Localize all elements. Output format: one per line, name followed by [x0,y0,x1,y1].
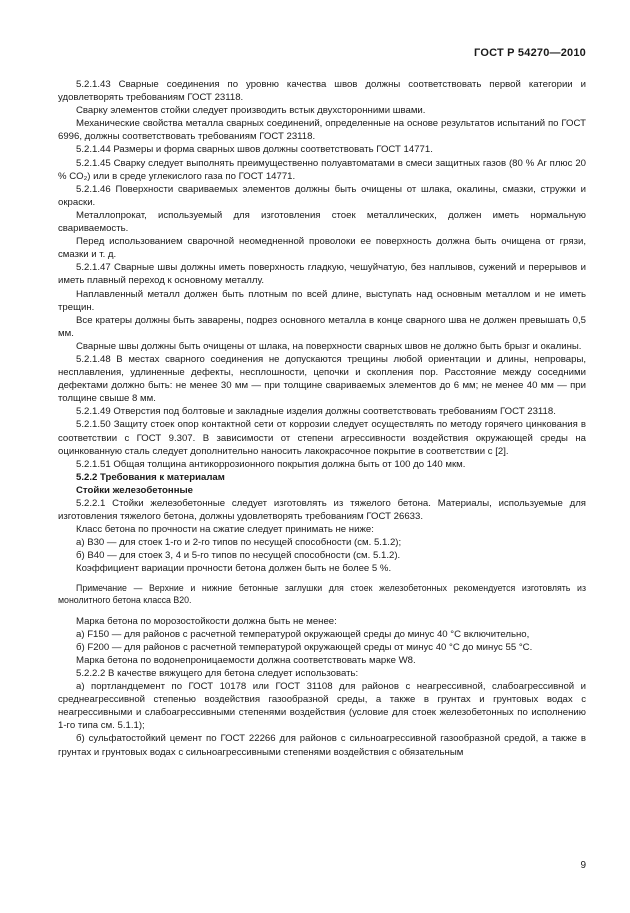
list-item: б) F200 — для районов с расчетной температурой окружающей среды от минус 40 °С до минус 55 °С. [76,641,533,653]
paragraph: 5.2.2.1 Стойки железобетонные следует изготовлять из тяжелого бетона. Материалы, используемые для изготовления тяжелого бетона, должны удовлетворять требованиям ГОСТ 26633. [58,498,586,523]
document-code-header: ГОСТ Р 54270—2010 [474,47,586,59]
note: Примечание — Верхние и нижние бетонные заглушки для стоек железобетонных рекомендуется изготовлять из монолитного бетона класса В20. [58,582,586,605]
paragraph: 5.2.1.51 Общая толщина антикоррозионного покрытия должна быть от 100 до 140 мкм. [76,458,466,470]
paragraph: 5.2.1.45 Сварку следует выполнять преимущественно полуавтоматами в смеси защитных газов (80 % Ar плюс 20 % CO₂) или в среде углекислого газа по ГОСТ 14771. [58,157,586,182]
list-item: б) В40 — для стоек 3, 4 и 5-го типов по несущей способности (см. 5.1.2). [76,550,401,562]
document-body [58,78,586,759]
paragraph: Марка бетона по морозостойкости должна быть не менее: [76,615,337,627]
paragraph: 5.2.1.46 Поверхности свариваемых элементов должны быть очищены от шлака, окалины, смазки, стружки и окраски. [58,183,586,208]
paragraph: Коэффициент вариации прочности бетона должен быть не более 5 %. [76,563,392,575]
paragraph: 5.2.2.2 В качестве вяжущего для бетона следует использовать: [76,667,359,679]
paragraph: Марка бетона по водонепроницаемости должна соответствовать марке W8. [76,654,416,666]
paragraph: 5.2.1.48 В местах сварного соединения не допускаются трещины любой ориентации и длины, непровары, несплавления, удлиненные дефекты, несплошности, цепочки и скопления пор. Расстояние между соседними дефектами должно быть: не менее 30 мм — при толщине свариваемых элементов до 6 мм; не менее 40 мм — при толщине свыше 8 мм. [58,353,586,405]
paragraph: 5.2.1.44 Размеры и форма сварных швов должны соответствовать ГОСТ 14771. [76,144,433,156]
list-item: а) портландцемент по ГОСТ 10178 или ГОСТ 31108 для районов с неагрессивной, слабоагрессивной и среднеагрессивной степенью воздействия газообразной среды, а также в грунтах и грунтовых водах с неагрессивными и слабоагрессивными степенями воздействия (условие для стоек железобетонных по исполнению 1-го типа см. 5.1.1); [58,681,586,732]
paragraph: Механические свойства металла сварных соединений, определенные на основе результатов испытаний по ГОСТ 6996, должны соответствовать требованиям ГОСТ 23118. [58,118,586,143]
paragraph: 5.2.1.47 Сварные швы должны иметь поверхность гладкую, чешуйчатую, без наплывов, сужений и перерывов и иметь плавный переход к основному металлу. [58,262,586,287]
paragraph: 5.2.1.50 Защиту стоек опор контактной сети от коррозии следует осуществлять по методу горячего цинкования в соответствии с ГОСТ 9.307. В зависимости от степени агрессивности воздействия окружающей среды на оцинкованную сталь следует дополнительно наносить лакокрасочное покрытие в соответствии с [2]. [58,419,586,457]
paragraph: 5.2.1.43 Сварные соединения по уровню качества швов должны соответствовать первой категории и удовлетворять требованиям ГОСТ 23118. [58,79,586,104]
section-heading: 5.2.2 Требования к материалам [76,471,225,483]
paragraph: Сварку элементов стойки следует производить встык двухсторонними швами. [76,105,426,117]
page-number: 9 [580,860,586,871]
paragraph: Сварные швы должны быть очищены от шлака, на поверхности сварных швов не должно быть брызг и окалины. [76,340,582,352]
paragraph: Все кратеры должны быть заварены, подрез основного металла в конце сварного шва не должен превышать 0,5 мм. [58,314,586,339]
list-item: а) F150 — для районов с расчетной температурой окружающей среды до минус 40 °С включительно, [76,628,530,640]
paragraph: Металлопрокат, используемый для изготовления стоек металлических, должен иметь нормальную свариваемость. [58,209,586,235]
paragraph: Класс бетона по прочности на сжатие следует принимать не ниже: [76,524,374,536]
paragraph: Наплавленный металл должен быть плотным по всей длине, выступать над основным металлом и не иметь трещин. [58,288,586,313]
list-item: а) В30 — для стоек 1-го и 2-го типов по несущей способности (см. 5.1.2); [76,537,402,549]
paragraph: 5.2.1.49 Отверстия под болтовые и закладные изделия должны соответствовать требованиям ГОСТ 23118. [76,406,556,418]
subsection-heading: Стойки железобетонные [76,484,194,496]
list-item: б) сульфатостойкий цемент по ГОСТ 22266 для районов с сильноагрессивной газообразной средой, а также в грунтах и грунтовых водах с сильноагрессивными степенями воздействия с обязательным [58,733,586,758]
paragraph: Перед использованием сварочной неомедненной проволоки ее поверхность должна быть очищена от грязи, смазки и т. д. [58,236,586,261]
